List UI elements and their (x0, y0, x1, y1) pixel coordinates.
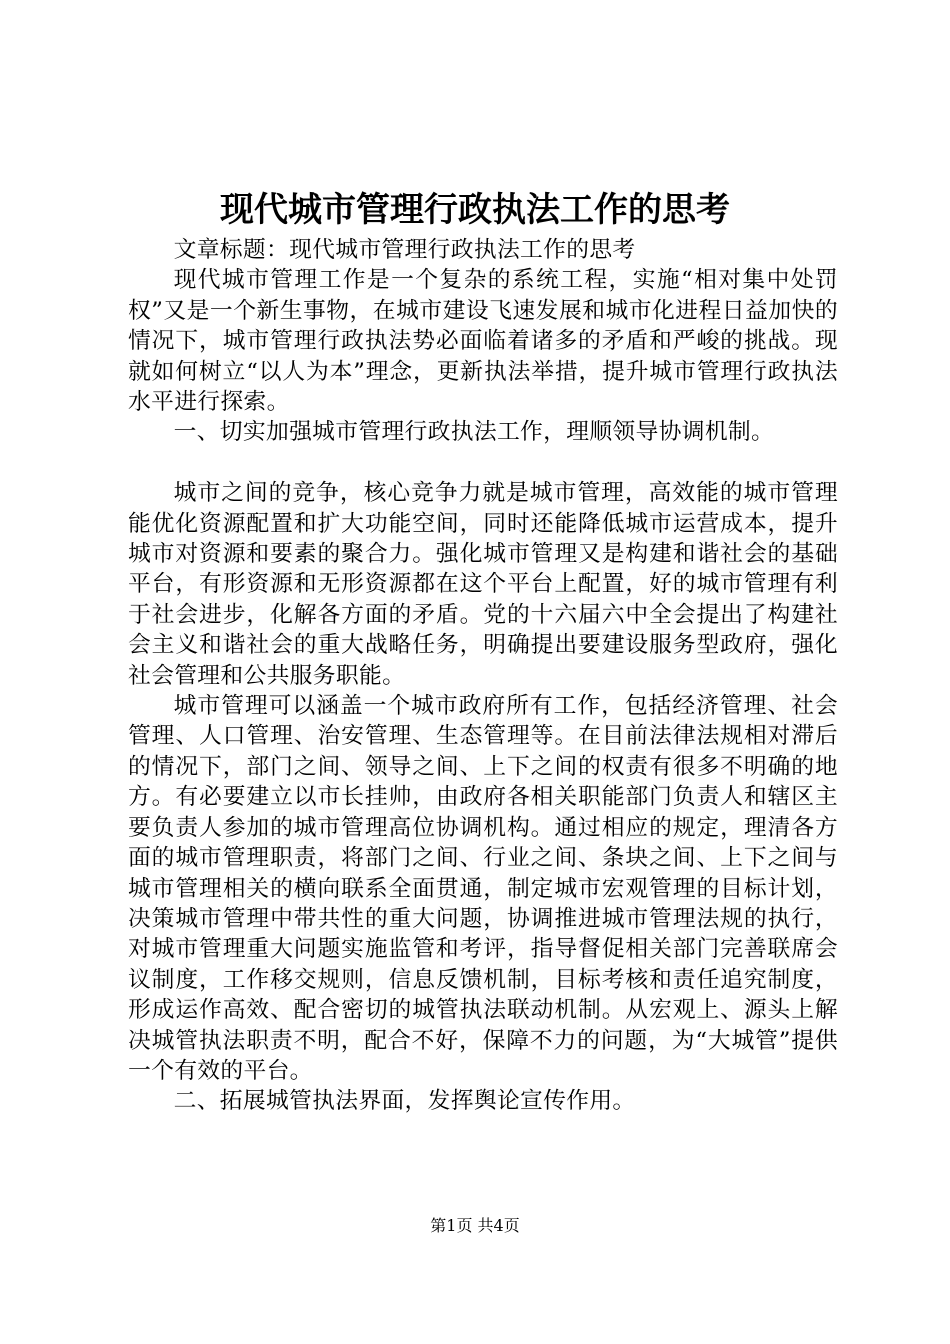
page-footer: 第1页 共4页 (430, 1216, 520, 1235)
article-title-line: 文章标题：现代城市管理行政执法工作的思考 (173, 237, 636, 263)
section-heading-2: 二、拓展城管执法界面，发挥舆论宣传作用。 (173, 1088, 636, 1115)
body-paragraph-1: 城市之间的竞争，核心竞争力就是城市管理，高效能的城市管理能优化资源配置和扩大功能空间，同时还能降低城市运营成本，提升城市对资源和要素的聚合力。强化城市管理又是构建和谐社会的基础平台，有形资源和无形资源都在这个平台上配置，好的城市管理有利于社会进步，化解各方面的矛盾。党的十六届六中全会提出了构建社会主义和谐社会的重大战略任务，明确提出要建设服务型政府，强化社会管理和公共服务职能。 (128, 480, 838, 689)
document-title: 现代城市管理行政执法工作的思考 (220, 190, 730, 230)
intro-paragraph: 现代城市管理工作是一个复杂的系统工程，实施“相对集中处罚权”又是一个新生事物，在城市建设飞速发展和城市化进程日益加快的情况下，城市管理行政执法势必面临着诸多的矛盾和严峻的挑战。现就如何树立“以人为本”理念，更新执法举措，提升城市管理行政执法水平进行探索。 (128, 267, 838, 416)
document-body (128, 235, 838, 1117)
section-heading-1: 一、切实加强城市管理行政执法工作，理顺领导协调机制。 (173, 419, 775, 446)
body-paragraph-2: 城市管理可以涵盖一个城市政府所有工作，包括经济管理、社会管理、人口管理、治安管理、生态管理等。在目前法律法规相对滞后的情况下，部门之间、领导之间、上下之间的权责有很多不明确的地方。有必要建立以市长挂帅，由政府各相关职能部门负责人和辖区主要负责人参加的城市管理高位协调机构。通过相应的规定，理清各方面的城市管理职责，将部门之间、行业之间、条块之间、上下之间与城市管理相关的横向联系全面贯通，制定城市宏观管理的目标计划，决策城市管理中带共性的重大问题，协调推进城市管理法规的执行，对城市管理重大问题实施监管和考评，指导督促相关部门完善联席会议制度，工作移交规则，信息反馈机制，目标考核和责任追究制度，形成运作高效、配合密切的城管执法联动机制。从宏观上、源头上解决城管执法职责不明，配合不好，保障不力的问题，为“大城管”提供一个有效的平台。 (128, 693, 838, 1084)
